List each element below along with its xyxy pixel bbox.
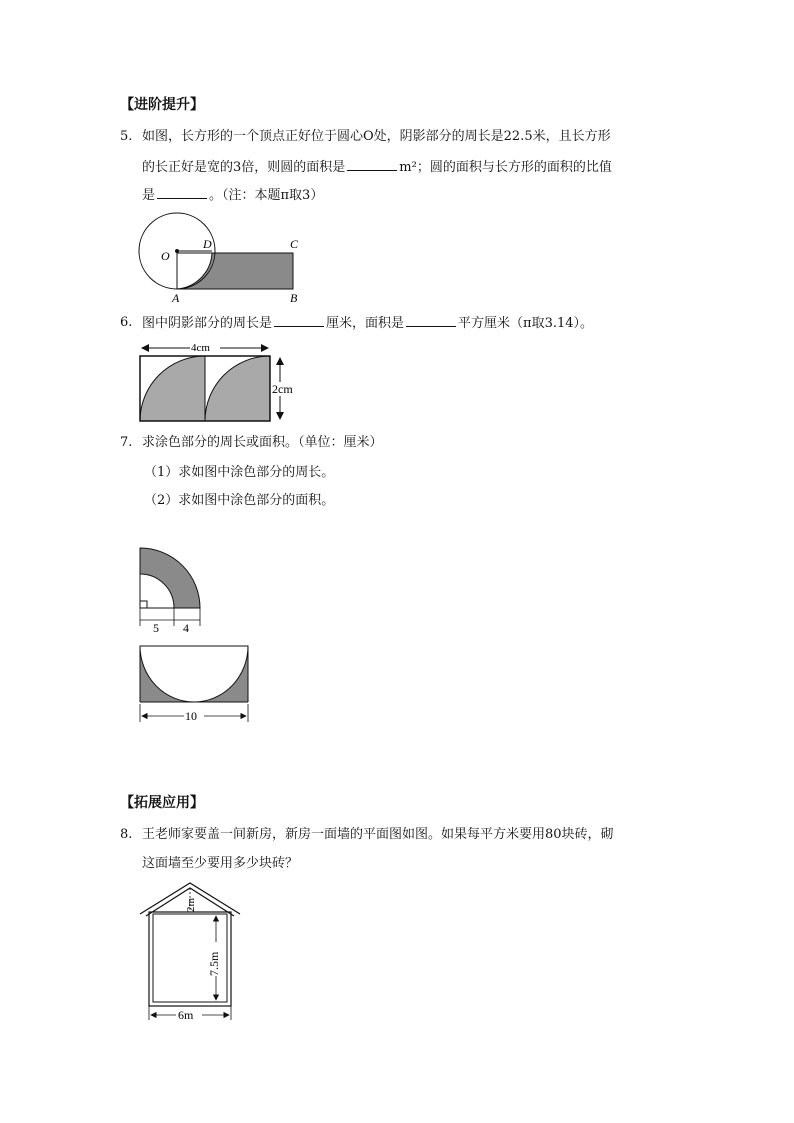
q5-label-o: O bbox=[161, 249, 170, 263]
q8-height-label: 7.5m bbox=[207, 951, 221, 976]
section-title-advanced: 【进阶提升】 bbox=[120, 97, 204, 113]
q6-blank-perimeter[interactable] bbox=[274, 314, 324, 327]
q7-width-label: 10 bbox=[185, 709, 197, 723]
q6-figure bbox=[132, 338, 312, 428]
q8-number: 8. bbox=[120, 827, 133, 842]
q7-right-angle-mark bbox=[140, 601, 147, 608]
q5-shaded-region bbox=[177, 253, 293, 289]
q5-label-a: A bbox=[172, 291, 180, 305]
q6-shaded-right bbox=[205, 356, 270, 421]
q5-line3-start: 是 bbox=[142, 188, 156, 203]
q8-roof-label: 2m bbox=[185, 897, 197, 912]
q5-center-point bbox=[175, 249, 179, 253]
q8-width-label: 6m bbox=[178, 1008, 194, 1022]
q7-label-inner: 5 bbox=[153, 621, 159, 635]
q8-figure-house bbox=[130, 878, 255, 1026]
q6-blank-area[interactable] bbox=[406, 314, 456, 327]
q5-label-d: D bbox=[203, 237, 212, 251]
q7-sub2: （2）求如图中涂色部分的面积。 bbox=[144, 493, 335, 508]
q5-line2-end: m²；圆的面积与长方形的面积的比值 bbox=[399, 160, 612, 175]
q5-line2 bbox=[142, 158, 612, 177]
q7-shaded-ring bbox=[140, 548, 200, 608]
q5-figure bbox=[125, 210, 315, 305]
q6-text-b: 厘米，面积是 bbox=[326, 316, 405, 331]
q7-figure-ring bbox=[130, 540, 220, 635]
q7-number: 7. bbox=[120, 435, 133, 450]
q5-line3 bbox=[142, 186, 323, 205]
q8-line2: 这面墙至少要用多少块砖？ bbox=[142, 856, 299, 871]
q6-shaded-left bbox=[140, 356, 205, 421]
section-title-extended: 【拓展应用】 bbox=[120, 795, 204, 811]
q6-height-label: 2cm bbox=[272, 382, 293, 396]
q7-label-ring: 4 bbox=[183, 621, 189, 635]
q5-blank-ratio[interactable] bbox=[157, 186, 207, 199]
q6-text-c: 平方厘米（π取3.14）。 bbox=[458, 316, 594, 331]
q5-blank-area[interactable] bbox=[347, 158, 397, 171]
q6-text-a: 图中阴影部分的周长是 bbox=[142, 316, 273, 331]
q5-line1: 如图，长方形的一个顶点正好位于圆心O处，阴影部分的周长是22.5米，且长方形 bbox=[142, 129, 611, 144]
q7-figure-semicircle bbox=[132, 638, 257, 728]
q5-line2-start: 的长正好是宽的3倍，则圆的面积是 bbox=[142, 160, 346, 175]
q6-number: 6. bbox=[120, 315, 133, 330]
q6-width-label: 4cm bbox=[191, 342, 210, 354]
q6-text bbox=[142, 314, 593, 333]
q5-label-b: B bbox=[290, 291, 298, 305]
q7-text: 求涂色部分的周长或面积。（单位：厘米） bbox=[142, 435, 383, 450]
q7-sub1: （1）求如图中涂色部分的周长。 bbox=[144, 465, 335, 480]
q5-line3-end: 。（注：本题π取3） bbox=[209, 188, 324, 203]
q8-line1: 王老师家要盖一间新房，新房一面墙的平面图如图。如果每平方米要用80块砖，砌 bbox=[142, 827, 614, 842]
q5-number: 5. bbox=[120, 129, 133, 144]
q5-label-c: C bbox=[290, 237, 299, 251]
